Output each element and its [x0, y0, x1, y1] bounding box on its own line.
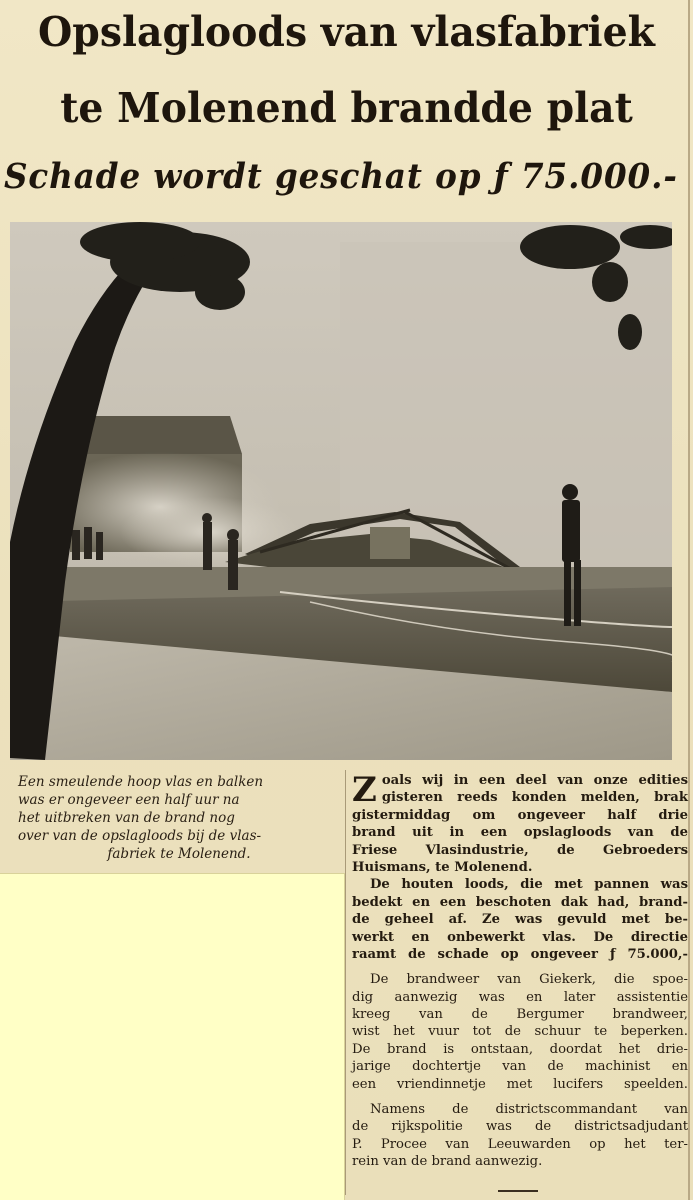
article-line: dig aanwezig was en later assistentie: [352, 989, 688, 1005]
headline-line-2: te Molenend brandde plat: [60, 84, 633, 132]
paragraph-4: [352, 1101, 688, 1171]
caption-line: over van de opslagloods bij de vlas-: [18, 828, 262, 844]
subheadline: Schade wordt geschat op ƒ 75.000.-: [4, 156, 678, 197]
article-line: De brand is ontstaan, doordat het drie-: [352, 1041, 688, 1057]
paragraph-2: [352, 876, 688, 963]
column-divider: [345, 770, 346, 1195]
article-line: kreeg van de Bergumer brandweer,: [352, 1007, 688, 1023]
article-line: raamt de schade op ongeveer ƒ 75.000,-: [352, 946, 688, 962]
article-line: gistermiddag om ongeveer half drie: [352, 807, 688, 823]
caption-line: fabriek te Molenend.: [107, 846, 251, 862]
article-line: P. Procee van Leeuwarden op het ter-: [352, 1136, 688, 1152]
article-line: jarige dochtertje van de machinist en: [352, 1059, 688, 1075]
article-line: gisteren reeds konden melden, brak: [381, 790, 688, 806]
article-line: rein van de brand aanwezig.: [352, 1154, 543, 1170]
article-line: brand uit in een opslagloods van de: [352, 825, 688, 841]
sticky-note-overlay: [0, 873, 345, 1200]
article-line: Huismans, te Molenend.: [352, 859, 533, 875]
article-line: bedekt en een beschoten dak had, brand-: [352, 894, 688, 910]
article-body: [352, 772, 688, 1171]
article-line: Friese Vlasindustrie, de Gebroeders: [352, 842, 688, 858]
photo-caption: [18, 773, 340, 863]
article-end-rule: [498, 1190, 538, 1192]
column-rule: [688, 0, 690, 1200]
article-line: een vriendinnetje met lucifers speelden.: [352, 1076, 688, 1092]
article-line: oals wij in een deel van onze edities: [381, 773, 688, 788]
paragraph-1: [352, 772, 688, 876]
photo-illustration: [10, 222, 672, 760]
burned-warehouse-photo: [10, 222, 672, 760]
caption-line: was er ongeveer een half uur na: [18, 792, 240, 808]
article-line: de geheel af. Ze was gevuld met be-: [352, 912, 688, 928]
paragraph-3: [352, 971, 688, 1093]
caption-line: het uitbreken van de brand nog: [18, 810, 235, 826]
caption-line: Een smeulende hoop vlas en balken: [18, 774, 264, 790]
article-line: De houten loods, die met pannen was: [370, 877, 688, 893]
headline-line-1: Opslagloods van vlasfabriek: [38, 8, 655, 56]
article-line: Namens de districtscommandant van: [370, 1102, 688, 1118]
article-line: De brandweer van Giekerk, die spoe-: [370, 972, 688, 988]
article-line: de rijkspolitie was de districtsadjudant: [352, 1119, 688, 1135]
article-line: wist het vuur tot de schuur te beperken.: [352, 1024, 688, 1040]
drop-cap: Z: [352, 770, 377, 810]
ruined-shed: [370, 527, 410, 559]
article-line: werkt en onbewerkt vlas. De directie: [352, 929, 688, 945]
